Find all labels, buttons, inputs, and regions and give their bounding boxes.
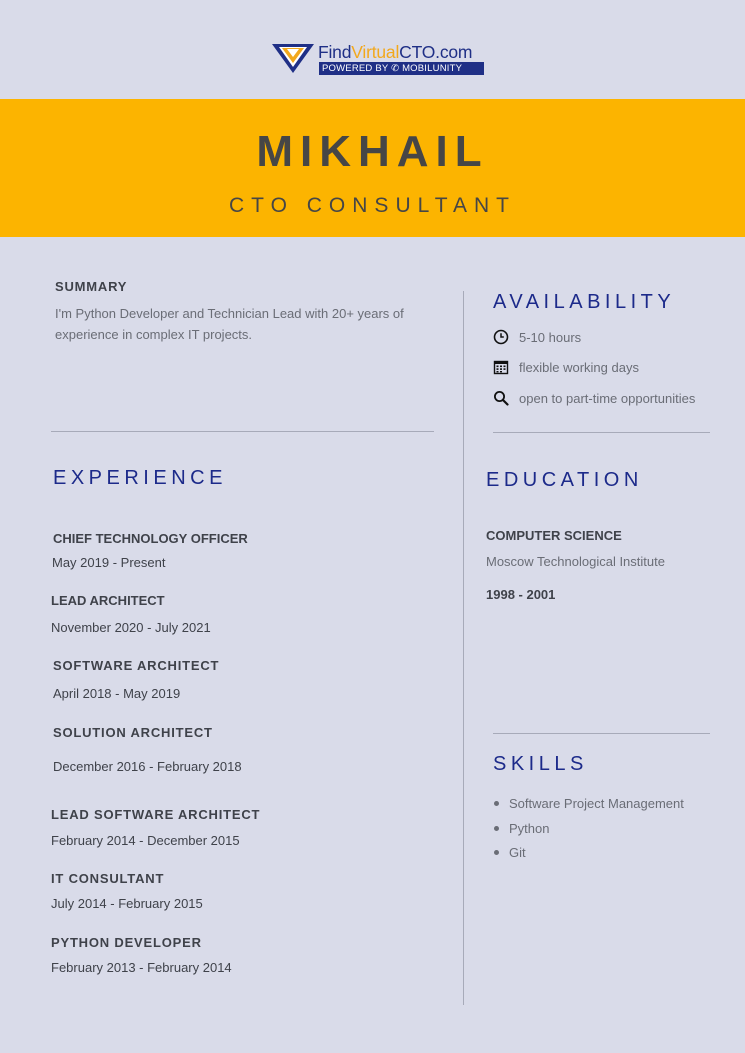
skill-label: Software Project Management — [509, 796, 684, 811]
job-title: CHIEF TECHNOLOGY OFFICER — [53, 531, 248, 546]
summary-divider — [51, 431, 434, 432]
skill-item — [494, 796, 684, 812]
job-title: LEAD SOFTWARE ARCHITECT — [51, 807, 261, 822]
skill-label: Python — [509, 821, 550, 836]
education-years: 1998 - 2001 — [486, 587, 556, 602]
availability-text: 5-10 hours — [519, 329, 582, 345]
skills-title: SKILLS — [493, 753, 588, 775]
job-dates: May 2019 - Present — [52, 555, 166, 570]
logo-tagline: POWERED BY ✆ MOBILUNITY — [319, 62, 484, 75]
calendar-icon — [493, 359, 509, 375]
availability-title: AVAILABILITY — [493, 291, 676, 313]
job-dates: February 2013 - February 2014 — [51, 960, 232, 975]
availability-text: open to part-time opportunities — [519, 390, 696, 406]
clock-icon — [493, 329, 509, 345]
education-degree: COMPUTER SCIENCE — [486, 528, 622, 543]
education-school: Moscow Technological Institute — [486, 554, 665, 569]
search-icon — [493, 390, 509, 406]
summary-text: I'm Python Developer and Technician Lead with 20+ years of experience in complex IT projects. — [55, 306, 404, 342]
job-dates: April 2018 - May 2019 — [53, 686, 181, 701]
logo-wordmark — [318, 42, 472, 62]
bullet-icon — [494, 850, 499, 855]
logo-text-cto: CTO.com — [399, 42, 473, 62]
logo-v-icon — [272, 42, 314, 74]
logo-text-virtual: Virtual — [351, 42, 400, 62]
person-name: MIKHAIL — [256, 127, 489, 176]
availability-item — [493, 328, 581, 346]
job-title: LEAD ARCHITECT — [51, 593, 165, 608]
job-title: SOFTWARE ARCHITECT — [53, 658, 220, 673]
job-dates: February 2014 - December 2015 — [51, 833, 240, 848]
skill-item — [494, 821, 549, 837]
bullet-icon — [494, 826, 499, 831]
job-title: PYTHON DEVELOPER — [51, 935, 202, 950]
job-dates: July 2014 - February 2015 — [51, 896, 203, 911]
education-divider — [493, 733, 710, 734]
availability-item — [493, 358, 639, 376]
experience-title: EXPERIENCE — [53, 467, 227, 489]
education-title: EDUCATION — [486, 469, 643, 491]
summary-title: SUMMARY — [55, 279, 128, 294]
site-logo[interactable] — [272, 42, 484, 76]
availability-divider — [493, 432, 710, 433]
person-role: CTO CONSULTANT — [228, 194, 516, 217]
skill-item — [494, 845, 526, 861]
bullet-icon — [494, 801, 499, 806]
availability-text: flexible working days — [519, 359, 639, 375]
job-title: SOLUTION ARCHITECT — [53, 725, 213, 740]
skill-label: Git — [509, 845, 526, 860]
job-dates: December 2016 - February 2018 — [53, 759, 242, 774]
logo-text-find: Find — [318, 42, 352, 62]
job-title: IT CONSULTANT — [51, 871, 165, 886]
availability-item — [493, 389, 695, 407]
job-dates: November 2020 - July 2021 — [51, 620, 211, 635]
column-divider — [463, 291, 464, 1005]
